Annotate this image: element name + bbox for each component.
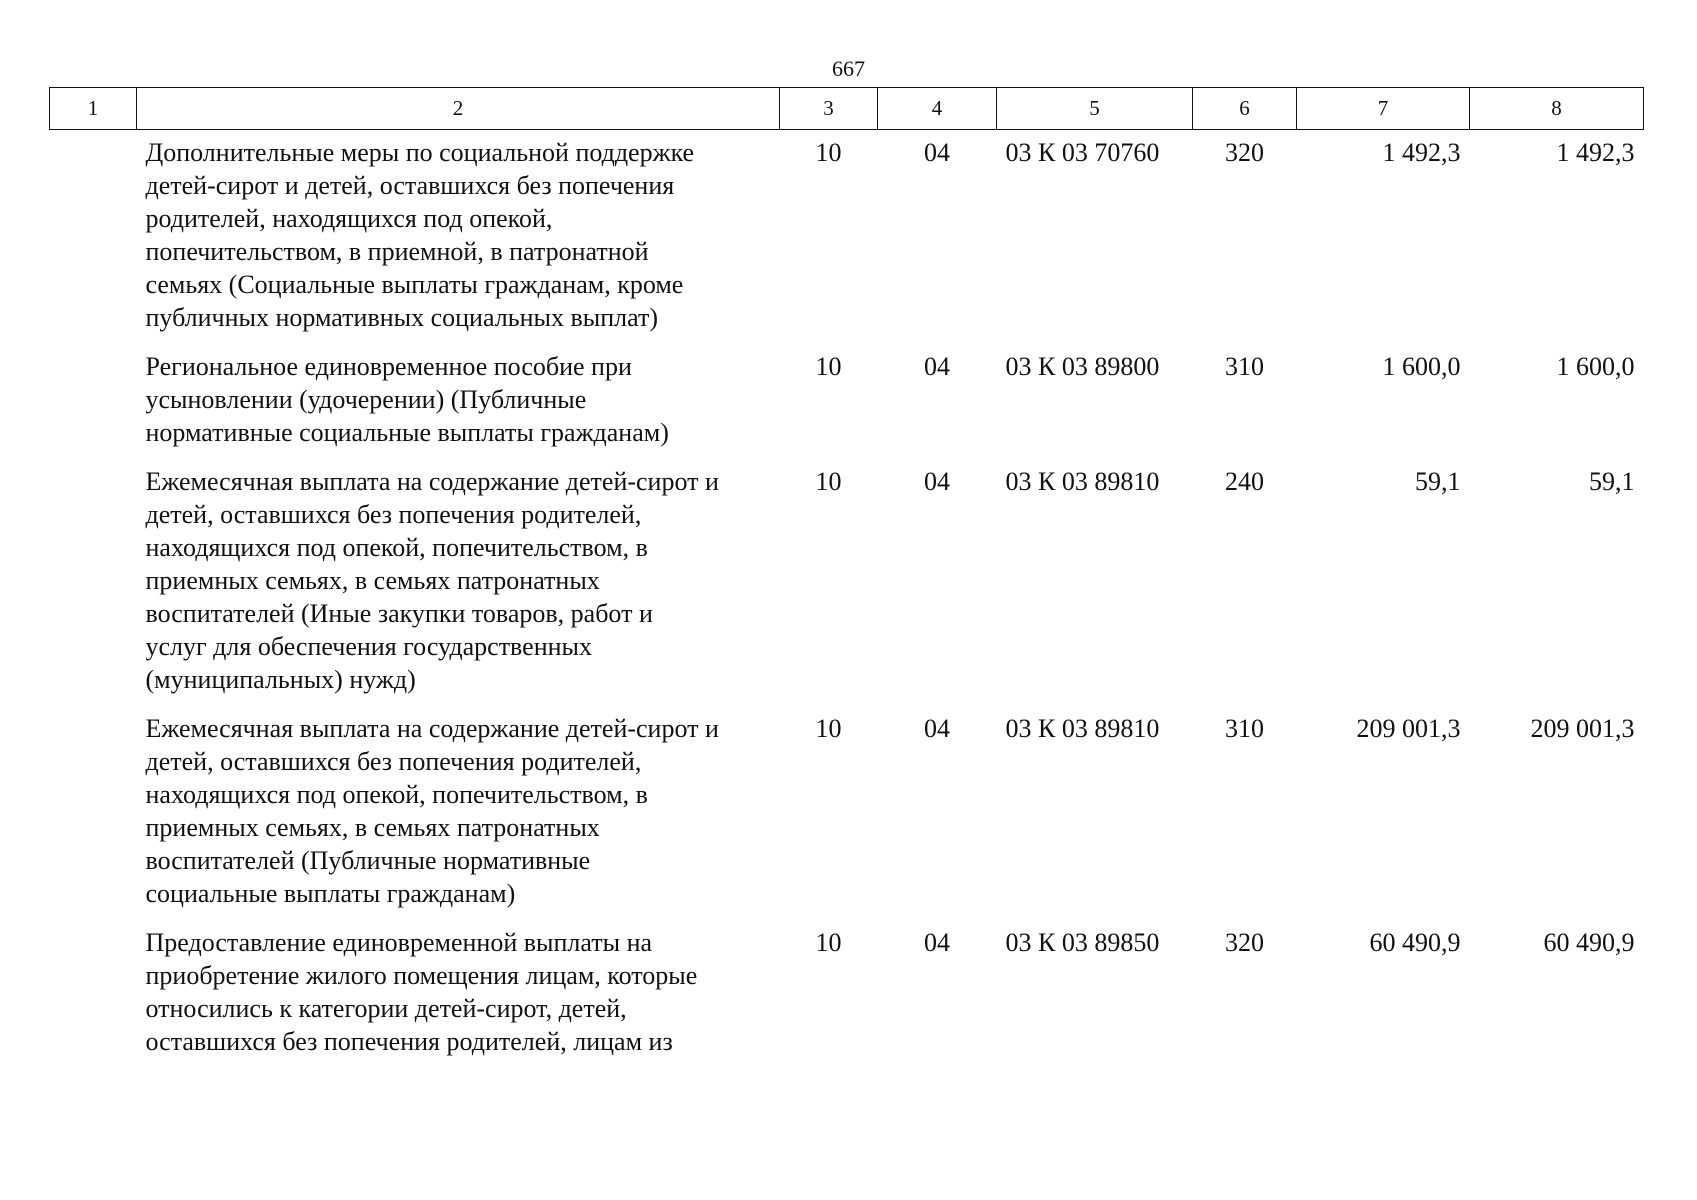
section-code-cell: 10 xyxy=(815,714,842,743)
expense-type-cell: 320 xyxy=(1225,928,1264,957)
amount-year-1-cell: 1 600,0 xyxy=(1382,352,1461,381)
amount-year-1-cell: 60 490,9 xyxy=(1369,928,1461,957)
amount-year-2-cell: 59,1 xyxy=(1589,467,1635,496)
target-article-cell: 03 К 03 70760 xyxy=(1005,138,1160,167)
table-row xyxy=(50,465,1644,712)
target-article-cell: 03 К 03 89850 xyxy=(1005,928,1160,957)
expenditure-name-cell xyxy=(137,465,780,712)
column-header-3: 3 xyxy=(780,88,878,130)
expenditure-name-cell xyxy=(137,130,780,351)
expenditure-name-line: Дополнительные меры по социальной поддержке xyxy=(145,138,695,167)
amount-year-2-cell: 1 492,3 xyxy=(1556,138,1635,167)
expenditure-name-cell xyxy=(137,712,780,926)
target-article-cell: 03 К 03 89810 xyxy=(1005,714,1160,743)
subsection-code-cell: 04 xyxy=(924,714,950,743)
expenditure-name-line: находящихся под опекой, попечительством, в xyxy=(145,780,648,809)
section-code-cell: 10 xyxy=(815,352,842,381)
expenditure-name-line: детей, оставшихся без попечения родителей, xyxy=(145,747,642,776)
subsection-code-cell: 04 xyxy=(924,352,950,381)
table-row xyxy=(50,130,1644,351)
expenditure-name-line: услуг для обеспечения государственных xyxy=(145,632,593,661)
subsection-code-cell: 04 xyxy=(924,138,950,167)
column-header-1: 1 xyxy=(50,88,137,130)
table-row xyxy=(50,350,1644,465)
target-article-cell: 03 К 03 89810 xyxy=(1005,467,1160,496)
column-header-2: 2 xyxy=(137,88,780,130)
expenditure-name-line: Ежемесячная выплата на содержание детей-сирот и xyxy=(145,714,719,743)
expenditure-name-line: воспитателей (Иные закупки товаров, работ и xyxy=(145,599,653,628)
table-body xyxy=(50,130,1644,1075)
section-code-cell: 10 xyxy=(815,138,842,167)
expenditure-name-line: публичных нормативных социальных выплат) xyxy=(145,303,658,332)
expense-type-cell: 310 xyxy=(1225,352,1264,381)
expenditure-name-line: родителей, находящихся под опекой, xyxy=(145,204,553,233)
table-row xyxy=(50,926,1644,1074)
column-header-6: 6 xyxy=(1193,88,1297,130)
expenditure-name-line: (муниципальных) нужд) xyxy=(145,665,416,694)
section-code-cell: 10 xyxy=(815,467,842,496)
row-number-cell xyxy=(50,465,137,712)
column-header-5: 5 xyxy=(997,88,1193,130)
amount-year-1-cell: 209 001,3 xyxy=(1356,714,1461,743)
expenditure-name-line: попечительством, в приемной, в патронатной xyxy=(145,237,649,266)
expenditure-name-line: приемных семьях, в семьях патронатных xyxy=(145,813,600,842)
expenditure-name-line: оставшихся без попечения родителей, лицам из xyxy=(145,1027,673,1056)
expenditure-name-line: приобретение жилого помещения лицам, которые xyxy=(145,961,698,990)
column-header-7: 7 xyxy=(1297,88,1470,130)
subsection-code-cell: 04 xyxy=(924,467,950,496)
row-number-cell xyxy=(50,130,137,351)
amount-year-2-cell: 1 600,0 xyxy=(1556,352,1635,381)
amount-year-1-cell: 59,1 xyxy=(1415,467,1461,496)
expenditure-name-line: Ежемесячная выплата на содержание детей-сирот и xyxy=(145,467,719,496)
budget-table xyxy=(49,87,1644,1074)
expenditure-name-line: детей, оставшихся без попечения родителей, xyxy=(145,500,642,529)
expenditure-name-line: детей-сирот и детей, оставшихся без попечения xyxy=(145,171,675,200)
expenditure-name-line: семьях (Социальные выплаты гражданам, кроме xyxy=(145,270,684,299)
expenditure-name-line: Региональное единовременное пособие при xyxy=(145,352,632,381)
expenditure-name-line: нормативные социальные выплаты гражданам) xyxy=(145,418,669,447)
target-article-cell: 03 К 03 89800 xyxy=(1005,352,1160,381)
expenditure-name-line: социальные выплаты гражданам) xyxy=(145,879,516,908)
expenditure-name-line: усыновлении (удочерении) (Публичные xyxy=(145,385,587,414)
expenditure-name-line: приемных семьях, в семьях патронатных xyxy=(145,566,600,595)
expense-type-cell: 310 xyxy=(1225,714,1264,743)
column-number-header-row xyxy=(50,88,1644,130)
column-header-8: 8 xyxy=(1470,88,1644,130)
section-code-cell: 10 xyxy=(815,928,842,957)
subsection-code-cell: 04 xyxy=(924,928,950,957)
expenditure-name-cell xyxy=(137,350,780,465)
expenditure-name-line: относились к категории детей-сирот, детей, xyxy=(145,994,627,1023)
table-row xyxy=(50,712,1644,926)
column-header-4: 4 xyxy=(878,88,997,130)
amount-year-2-cell: 209 001,3 xyxy=(1530,714,1635,743)
expense-type-cell: 320 xyxy=(1225,138,1264,167)
expense-type-cell: 240 xyxy=(1225,467,1264,496)
row-number-cell xyxy=(50,926,137,1074)
amount-year-2-cell: 60 490,9 xyxy=(1543,928,1635,957)
row-number-cell xyxy=(50,350,137,465)
expenditure-name-line: Предоставление единовременной выплаты на xyxy=(145,928,653,957)
expenditure-name-line: находящихся под опекой, попечительством, в xyxy=(145,533,648,562)
expenditure-name-line: воспитателей (Публичные нормативные xyxy=(145,846,591,875)
row-number-cell xyxy=(50,712,137,926)
expenditure-name-cell xyxy=(137,926,780,1074)
page-number: 667 xyxy=(832,56,865,81)
amount-year-1-cell: 1 492,3 xyxy=(1382,138,1461,167)
